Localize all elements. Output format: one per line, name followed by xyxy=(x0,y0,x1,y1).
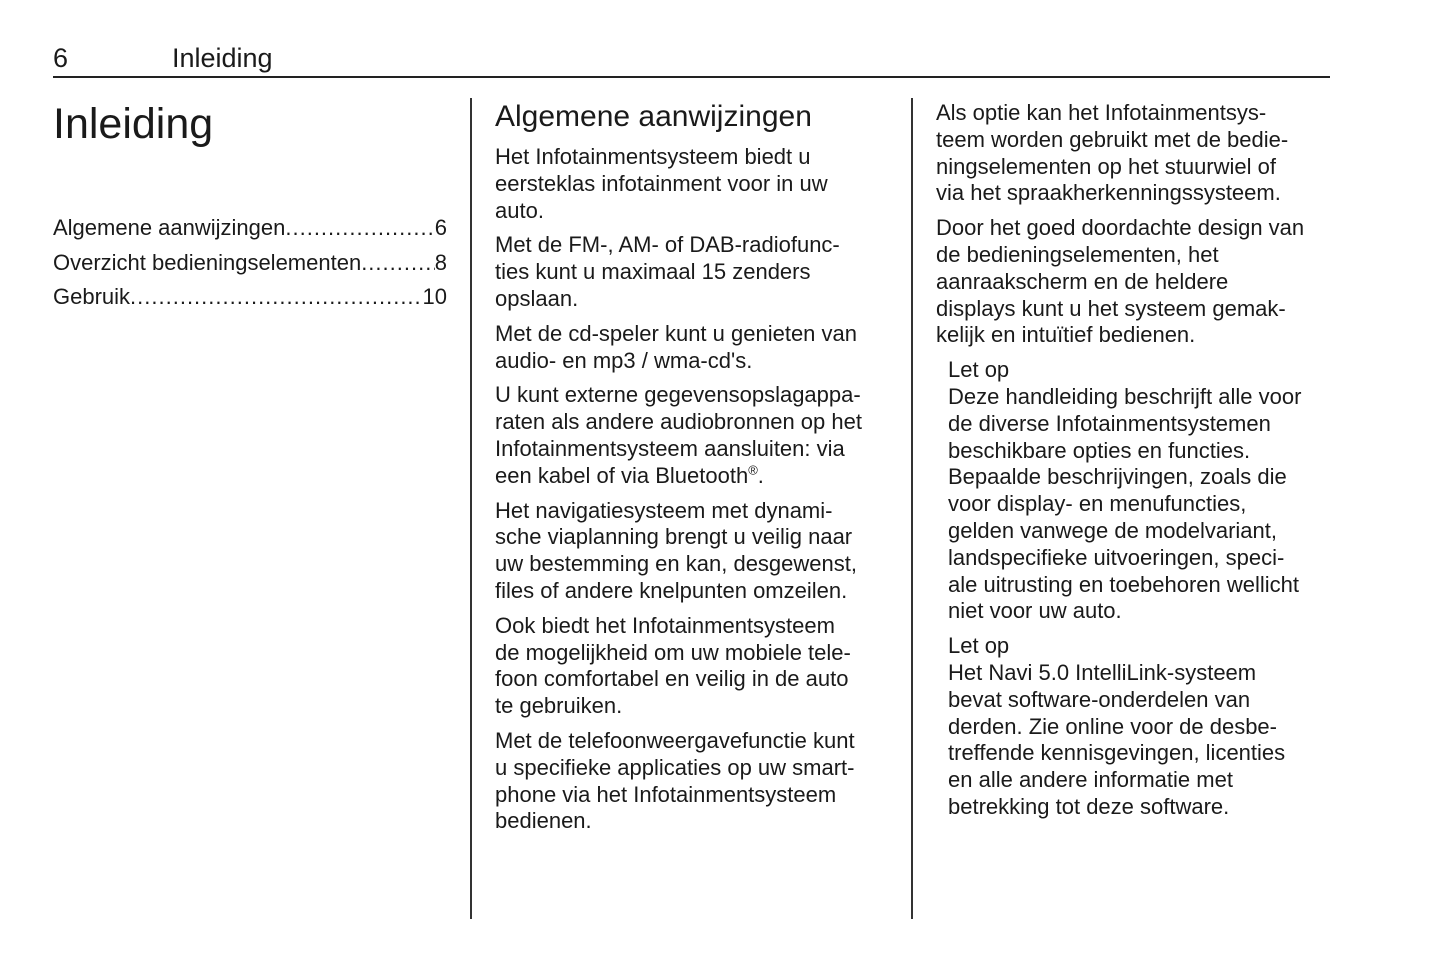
toc-entry[interactable] xyxy=(53,284,447,310)
toc-page: 10 xyxy=(422,284,447,309)
column-divider xyxy=(911,98,913,919)
period: . xyxy=(757,462,764,488)
paragraph: Het navigatiesysteem met dynami- sche viaplanning brengt u veilig naar uw bestemming en kan, desgewenst, files of andere knelpunten omzeilen. xyxy=(495,497,857,603)
paragraph-text: U kunt externe gegevensopslagappa- raten als andere audiobronnen op het Infotainmentsysteem aansluiten: via een kabel of via Bluetooth xyxy=(495,382,862,488)
paragraph: Door het goed doordachte design van de bedieningselementen, het aanraakscherm en de heldere displays kunt u het systeem gemak- kelijk en intuïtief bedienen. xyxy=(936,215,1305,348)
registered-mark: ® xyxy=(748,462,758,478)
note-title: Let op xyxy=(948,357,1010,383)
header-rule xyxy=(53,76,1330,78)
note-text: Deze handleiding beschrijft alle voor de diverse Infotainmentsystemen beschikbare opties en functies. Bepaalde beschrijvingen, zoals die voor display- en menufuncties, gelden vanwege de modelvariant, landspecifieke uitvoeringen, speci- ale uitrusting en toebehoren wellicht niet voor uw auto. xyxy=(948,383,1302,624)
section-heading: Algemene aanwijzingen xyxy=(495,100,812,133)
toc-leader xyxy=(285,215,434,241)
toc-page: 6 xyxy=(434,215,447,240)
toc-entry[interactable] xyxy=(53,250,447,276)
toc-page: 8 xyxy=(434,250,447,275)
column-divider xyxy=(470,98,472,919)
note-box xyxy=(948,633,1304,821)
column-right xyxy=(936,100,1304,829)
paragraph: Met de FM-, AM- of DAB-radiofunc- ties kunt u maximaal 15 zenders opslaan. xyxy=(495,232,840,311)
note-text: Het Navi 5.0 IntelliLink-systeem bevat software-onderdelen van derden. Zie online voor de desbe- treffende kennisgevingen, licenties en alle andere informatie met betrekking tot deze software. xyxy=(948,659,1286,819)
paragraph: Met de telefoonweergavefunctie kunt u specifieke applicaties op uw smart- phone via het Infotainmentsysteem bedienen. xyxy=(495,727,855,834)
paragraph: Ook biedt het Infotainmentsysteem de mogelijkheid om uw mobiele tele- foon comfortabel en veilig in de auto te gebruiken. xyxy=(495,612,851,719)
paragraph xyxy=(495,382,862,489)
toc-entry[interactable] xyxy=(53,215,447,241)
column-middle xyxy=(495,144,862,843)
toc-leader xyxy=(361,250,435,276)
paragraph: Het Infotainmentsysteem biedt u eersteklas infotainment voor in uw auto. xyxy=(495,144,828,223)
chapter-title: Inleiding xyxy=(53,100,214,148)
paragraph: Met de cd-speler kunt u genieten van audio- en mp3 / wma-cd's. xyxy=(495,320,858,373)
toc-label: Algemene aanwijzingen xyxy=(53,215,286,240)
running-header: Inleiding xyxy=(172,43,273,73)
toc-label: Overzicht bedieningselementen xyxy=(53,250,362,275)
toc-leader xyxy=(130,284,422,310)
paragraph: Als optie kan het Infotainmentsys- teem worden gebruikt met de bedie- ningselementen op het stuurwiel of via het spraakherkenningssysteem. xyxy=(936,100,1289,206)
page-number: 6 xyxy=(53,43,69,73)
note-box xyxy=(948,357,1304,625)
toc-label: Gebruik xyxy=(53,284,131,309)
note-title: Let op xyxy=(948,633,1010,659)
